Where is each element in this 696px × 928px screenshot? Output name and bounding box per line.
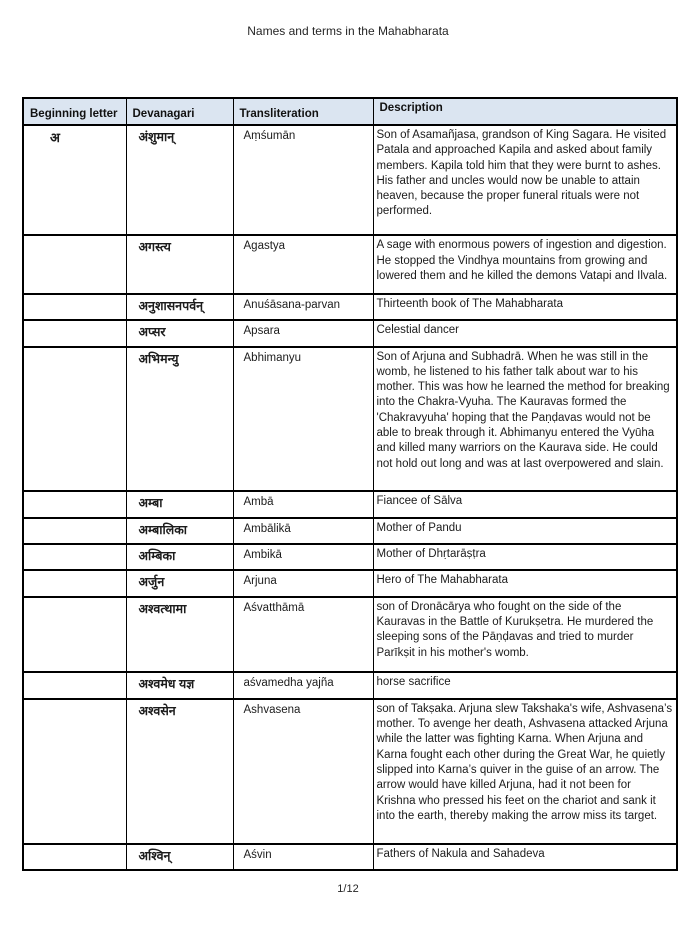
devanagari-cell: अम्बा — [126, 491, 233, 517]
table-row — [23, 699, 677, 844]
beginning-letter-cell — [23, 518, 126, 544]
devanagari-cell: अश्वमेध यज्ञ — [126, 672, 233, 698]
column-header-description: Description — [373, 98, 677, 125]
description-cell: Son of Asamañjasa, grandson of King Sagara. He visited Patala and approached Kapila and asked about family members. Kapila told him that they were burnt to ashes. His father and uncles would now be unable to attain heaven, because the proper funeral rituals were not performed. — [373, 125, 677, 235]
devanagari-cell: अर्जुन — [126, 570, 233, 596]
description-cell: Hero of The Mahabharata — [373, 570, 677, 596]
devanagari-cell: अम्बालिका — [126, 518, 233, 544]
devanagari-cell: अश्वसेन — [126, 699, 233, 844]
beginning-letter-cell — [23, 844, 126, 870]
table-row — [23, 320, 677, 346]
description-cell: Fathers of Nakula and Sahadeva — [373, 844, 677, 870]
devanagari-cell: अप्सर — [126, 320, 233, 346]
transliteration-cell: Aṃśumān — [233, 125, 373, 235]
column-header-beginning-letter: Beginning letter — [23, 98, 126, 125]
description-cell: son of Dronācārya who fought on the side of the Kauravas in the Battle of Kurukṣetra. He murdered the sleeping sons of the Pāṇḍavas and tried to murder Parīkṣit in his mother's womb. — [373, 597, 677, 673]
devanagari-cell: अम्बिका — [126, 544, 233, 570]
transliteration-cell: Abhimanyu — [233, 347, 373, 492]
devanagari-cell: अगस्त्य — [126, 235, 233, 294]
devanagari-cell: अंशुमान् — [126, 125, 233, 235]
description-cell: horse sacrifice — [373, 672, 677, 698]
beginning-letter-cell — [23, 597, 126, 673]
devanagari-cell: अश्वत्थामा — [126, 597, 233, 673]
description-cell: Celestial dancer — [373, 320, 677, 346]
beginning-letter-cell — [23, 544, 126, 570]
table-header-row — [23, 98, 677, 125]
table-row — [23, 597, 677, 673]
table-row — [23, 294, 677, 320]
transliteration-cell: Ashvasena — [233, 699, 373, 844]
transliteration-cell: Ambālikā — [233, 518, 373, 544]
table-row — [23, 544, 677, 570]
beginning-letter-cell — [23, 347, 126, 492]
column-header-devanagari: Devanagari — [126, 98, 233, 125]
column-header-transliteration: Transliteration — [233, 98, 373, 125]
transliteration-cell: Aśvatthāmā — [233, 597, 373, 673]
table-row — [23, 347, 677, 492]
terms-table — [22, 97, 678, 871]
transliteration-cell: Agastya — [233, 235, 373, 294]
beginning-letter-cell — [23, 672, 126, 698]
transliteration-cell: Aśvin — [233, 844, 373, 870]
devanagari-cell: अनुशासनपर्वन् — [126, 294, 233, 320]
transliteration-cell: aśvamedha yajña — [233, 672, 373, 698]
beginning-letter-cell — [23, 235, 126, 294]
table-row — [23, 570, 677, 596]
transliteration-cell: Anuśāsana-parvan — [233, 294, 373, 320]
devanagari-cell: अभिमन्यु — [126, 347, 233, 492]
table-row — [23, 672, 677, 698]
transliteration-cell: Ambikā — [233, 544, 373, 570]
beginning-letter-cell — [23, 570, 126, 596]
beginning-letter-cell — [23, 294, 126, 320]
page-number: 1/12 — [337, 883, 359, 895]
transliteration-cell: Ambā — [233, 491, 373, 517]
table-row — [23, 491, 677, 517]
table-row — [23, 844, 677, 870]
beginning-letter-cell: अ — [23, 125, 126, 235]
beginning-letter-cell — [23, 491, 126, 517]
description-cell: Mother of Pandu — [373, 518, 677, 544]
table-row — [23, 518, 677, 544]
document-title: Names and terms in the Mahabharata — [247, 24, 449, 38]
description-cell: Son of Arjuna and Subhadrā. When he was still in the womb, he listened to his father talk about war to his mother. This was how he learned the method for breaking into the Chakra-Vyuha. The Kauravas formed the 'Chakravyuha' hoping that the Paṇḍavas would not be able to break through it. Abhimanyu entered the Vyūha and killed many warriors on the Kaurava side. He could not hold out long and was at last overpowered and slain. — [373, 347, 677, 492]
table-row — [23, 235, 677, 294]
transliteration-cell: Apsara — [233, 320, 373, 346]
description-cell: Mother of Dhṛtarāṣṭra — [373, 544, 677, 570]
table-body — [23, 125, 677, 870]
beginning-letter-cell — [23, 320, 126, 346]
beginning-letter-cell — [23, 699, 126, 844]
description-cell: Fiancee of Sālva — [373, 491, 677, 517]
description-cell: son of Takṣaka. Arjuna slew Takshaka's wife, Ashvasena’s mother. To avenge her death, Ashvasena attacked Arjuna while the latter was fighting Karna. When Arjuna and Karna fought each other during the Great War, he quietly slipped into Karna’s quiver in the guise of an arrow. The arrow would have killed Arjuna, had it not been for Krishna who pressed his feet on the chariot and sank it into the earth, thereby making the arrow miss its target. — [373, 699, 677, 844]
transliteration-cell: Arjuna — [233, 570, 373, 596]
description-cell: A sage with enormous powers of ingestion and digestion. He stopped the Vindhya mountains from growing and lowered them and he killed the demons Vatapi and Ilvala. — [373, 235, 677, 294]
table-row — [23, 125, 677, 235]
description-cell: Thirteenth book of The Mahabharata — [373, 294, 677, 320]
devanagari-cell: अश्विन् — [126, 844, 233, 870]
